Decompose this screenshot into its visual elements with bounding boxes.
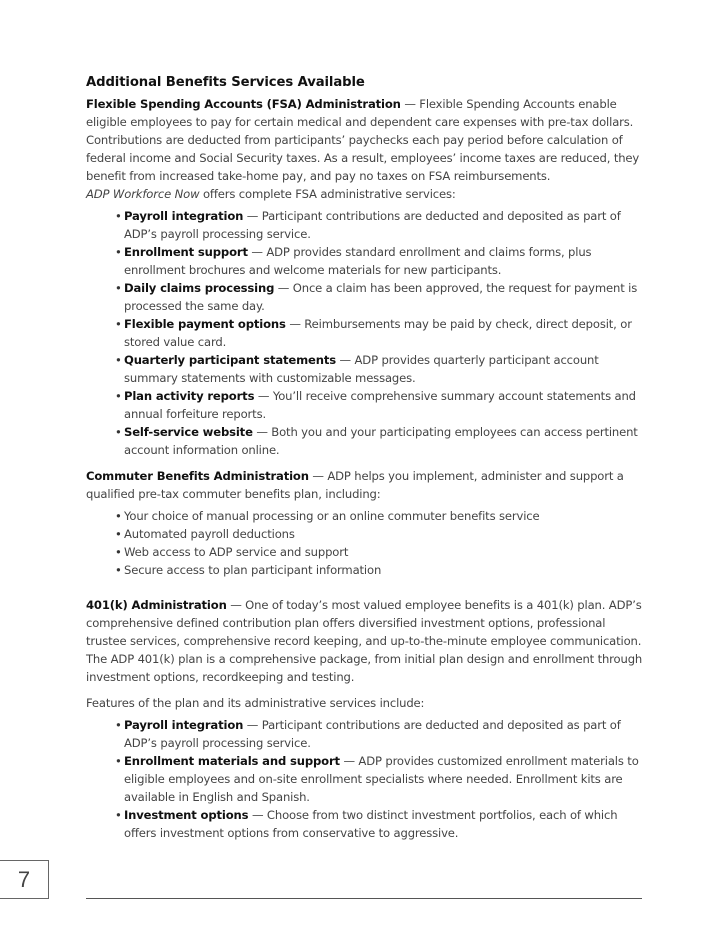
list-item-term: Quarterly participant statements (124, 353, 337, 367)
footer-divider (86, 898, 642, 899)
list-item-text: — Choose from two distinct investment portfolios, each of which offers investment options from conservative to aggressive. (124, 808, 618, 840)
commuter-title: Commuter Benefits Administration (86, 469, 309, 483)
list-item: • Automated payroll deductions (115, 525, 646, 543)
page-number: 7 (0, 860, 49, 899)
list-item (115, 279, 646, 315)
list-item-term: Enrollment support (124, 245, 248, 259)
list-item-text: — Once a claim has been approved, the request for payment is processed the same day. (124, 281, 638, 313)
list-item (115, 207, 646, 243)
list-item (115, 752, 646, 806)
commuter-intro: — ADP helps you implement, administer and support a qualified pre-tax commuter benefits plan, including: (86, 469, 624, 501)
list-item-term: Investment options (124, 808, 249, 822)
k401-intro: — One of today’s most valued employee benefits is a 401(k) plan. ADP’s comprehensive defined contribution plan offers diversified investment options, professional trustee services, comprehensive record keeping, and up-to-the-minute employee communication. The ADP 401(k) plan is a comprehensive package, from initial plan design and enrollment through investment options, recordkeeping and testing. (86, 598, 643, 684)
list-item-text: — ADP provides customized enrollment materials to eligible employees and on-site enrollment specialists where needed. Enrollment kits are available in English and Spanish. (124, 754, 639, 804)
list-item (115, 716, 646, 752)
list-item (115, 387, 646, 423)
list-item-term: Enrollment materials and support (124, 754, 340, 768)
list-item (115, 243, 646, 279)
list-item-text: — You’ll receive comprehensive summary account statements and annual forfeiture reports. (124, 389, 636, 421)
k401-paragraph (86, 596, 646, 686)
fsa-product-tail: offers complete FSA administrative services: (199, 187, 456, 201)
fsa-paragraph (86, 95, 646, 203)
list-item: • Web access to ADP service and support (115, 543, 646, 561)
list-item: • Secure access to plan participant information (115, 561, 646, 579)
list-item-text: — Participant contributions are deducted and deposited as part of ADP’s payroll processing service. (124, 209, 621, 241)
list-item-text: — Reimbursements may be paid by check, direct deposit, or stored value card. (124, 317, 632, 349)
list-item-text: — Participant contributions are deducted and deposited as part of ADP’s payroll processing service. (124, 718, 621, 750)
commuter-paragraph (86, 467, 646, 503)
list-item-term: Plan activity reports (124, 389, 255, 403)
list-item-text: — Both you and your participating employees can access pertinent account information online. (124, 425, 638, 457)
list-item: • Your choice of manual processing or an online commuter benefits service (115, 507, 646, 525)
fsa-intro: — Flexible Spending Accounts enable eligible employees to pay for certain medical and dependent care expenses with pre-tax dollars. Contributions are deducted from participants’ paychecks each pay period before calculation of federal income and Social Security taxes. As a result, employees’ income taxes are reduced, they benefit from increased take-home pay, and pay no taxes on FSA reimbursements. (86, 97, 640, 183)
list-item-text: — ADP provides standard enrollment and claims forms, plus enrollment brochures and welcome materials for new participants. (124, 245, 592, 277)
list-item-term: Self-service website (124, 425, 253, 439)
list-item (115, 806, 646, 842)
list-item (115, 423, 646, 459)
fsa-product-name: ADP Workforce Now (86, 187, 200, 201)
list-item-term: Payroll integration (124, 718, 244, 732)
list-item-term: Daily claims processing (124, 281, 275, 295)
commuter-list (86, 507, 646, 579)
list-item-term: Flexible payment options (124, 317, 286, 331)
page-heading: Additional Benefits Services Available (86, 75, 365, 90)
k401-title: 401(k) Administration (86, 598, 227, 612)
fsa-services-list (86, 207, 646, 459)
list-item-text: — ADP provides quarterly participant account summary statements with customizable messages. (124, 353, 599, 385)
fsa-title: Flexible Spending Accounts (FSA) Administration (86, 97, 401, 111)
k401-features-list (86, 716, 646, 842)
k401-features-intro: Features of the plan and its administrative services include: (86, 696, 425, 710)
list-item (115, 351, 646, 387)
list-item-term: Payroll integration (124, 209, 244, 223)
page-content (86, 74, 646, 842)
list-item (115, 315, 646, 351)
